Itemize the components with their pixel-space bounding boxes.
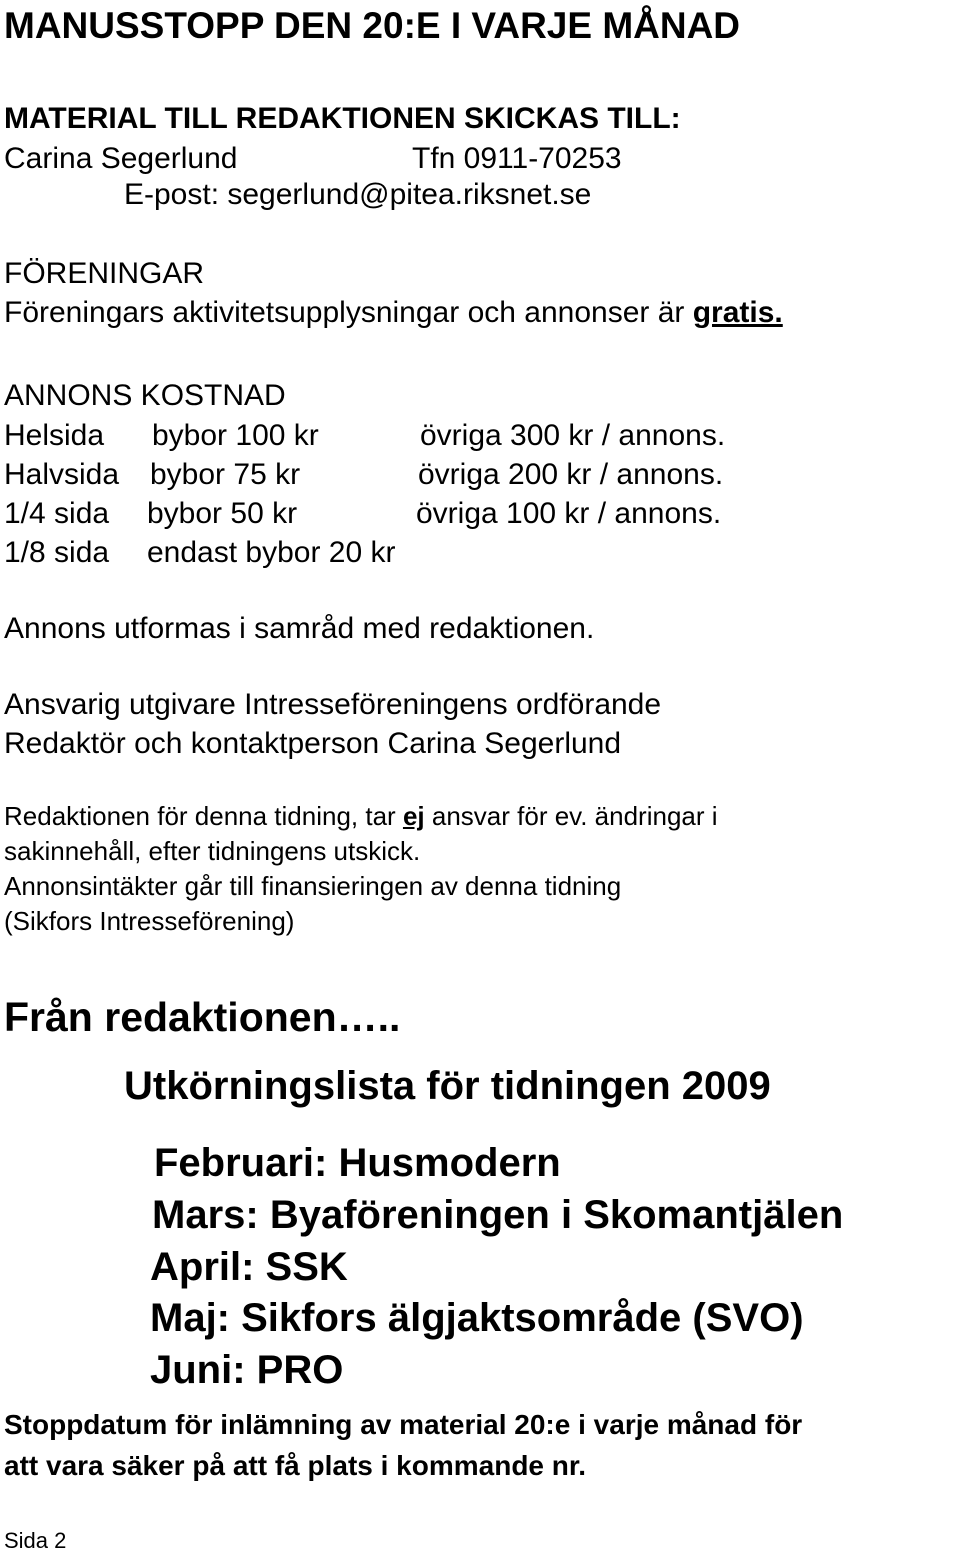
page-number: Sida 2	[4, 1528, 67, 1553]
fran-redaktionen-heading: Från redaktionen…..	[4, 994, 401, 1040]
annons-row-local: bybor 50 kr	[147, 497, 298, 530]
disclaimer-emph: ej	[402, 801, 425, 831]
stop-line: Stoppdatum för inlämning av material 20:e i varje månad för	[4, 1409, 803, 1440]
annons-note: Annons utformas i samråd med redaktionen.	[4, 612, 595, 645]
ansvar-line: Redaktör och kontaktperson Carina Segerlund	[4, 727, 622, 760]
stop-line: att vara säker på att få plats i kommande nr.	[4, 1450, 587, 1481]
annons-row-local: bybor 75 kr	[150, 458, 301, 491]
disclaimer-suffix: ansvar för ev. ändringar i	[431, 801, 718, 831]
disclaimer-line: sakinnehåll, efter tidningens utskick.	[4, 836, 421, 866]
disclaimer-line	[4, 803, 718, 829]
annons-row-size: Halvsida	[4, 458, 120, 491]
schedule-title: Utkörningslista för tidningen 2009	[124, 1064, 771, 1108]
disclaimer-prefix: Redaktionen för denna tidning, tar	[4, 801, 396, 831]
annons-heading: ANNONS KOSTNAD	[4, 379, 286, 412]
ansvar-line: Ansvarig utgivare Intresseföreningens ordförande	[4, 688, 662, 721]
schedule-item: Juni: PRO	[150, 1348, 344, 1392]
annons-row-local: endast bybor 20 kr	[147, 536, 396, 569]
contact-name: Carina Segerlund	[4, 142, 238, 175]
annons-row-other: övriga 100 kr / annons.	[416, 497, 722, 530]
annons-row-local: bybor 100 kr	[152, 419, 319, 452]
foreningar-text-emph: gratis.	[692, 296, 783, 329]
schedule-item: April: SSK	[150, 1245, 348, 1289]
annons-row-size: 1/4 sida	[4, 497, 110, 530]
disclaimer-line: Annonsintäkter går till finansieringen av denna tidning	[4, 871, 622, 901]
material-heading: MATERIAL TILL REDAKTIONEN SKICKAS TILL:	[4, 102, 681, 135]
annons-row-size: Helsida	[4, 419, 105, 452]
annons-row-other: övriga 200 kr / annons.	[418, 458, 724, 491]
contact-phone: Tfn 0911-70253	[412, 142, 622, 175]
page-title: MANUSSTOPP DEN 20:E I VARJE MÅNAD	[4, 5, 741, 46]
foreningar-text-prefix: Föreningars aktivitetsupplysningar och annonser är	[4, 296, 685, 329]
foreningar-heading: FÖRENINGAR	[4, 257, 205, 290]
annons-row-other: övriga 300 kr / annons.	[420, 419, 726, 452]
schedule-item: Mars: Byaföreningen i Skomantjälen	[152, 1193, 844, 1237]
contact-email: E-post: segerlund@pitea.riksnet.se	[124, 178, 592, 211]
annons-row-size: 1/8 sida	[4, 536, 110, 569]
disclaimer-line: (Sikfors Intresseförening)	[4, 906, 295, 936]
foreningar-text	[4, 298, 783, 328]
schedule-item: Maj: Sikfors älgjaktsområde (SVO)	[150, 1296, 804, 1340]
schedule-item: Februari: Husmodern	[154, 1141, 561, 1185]
